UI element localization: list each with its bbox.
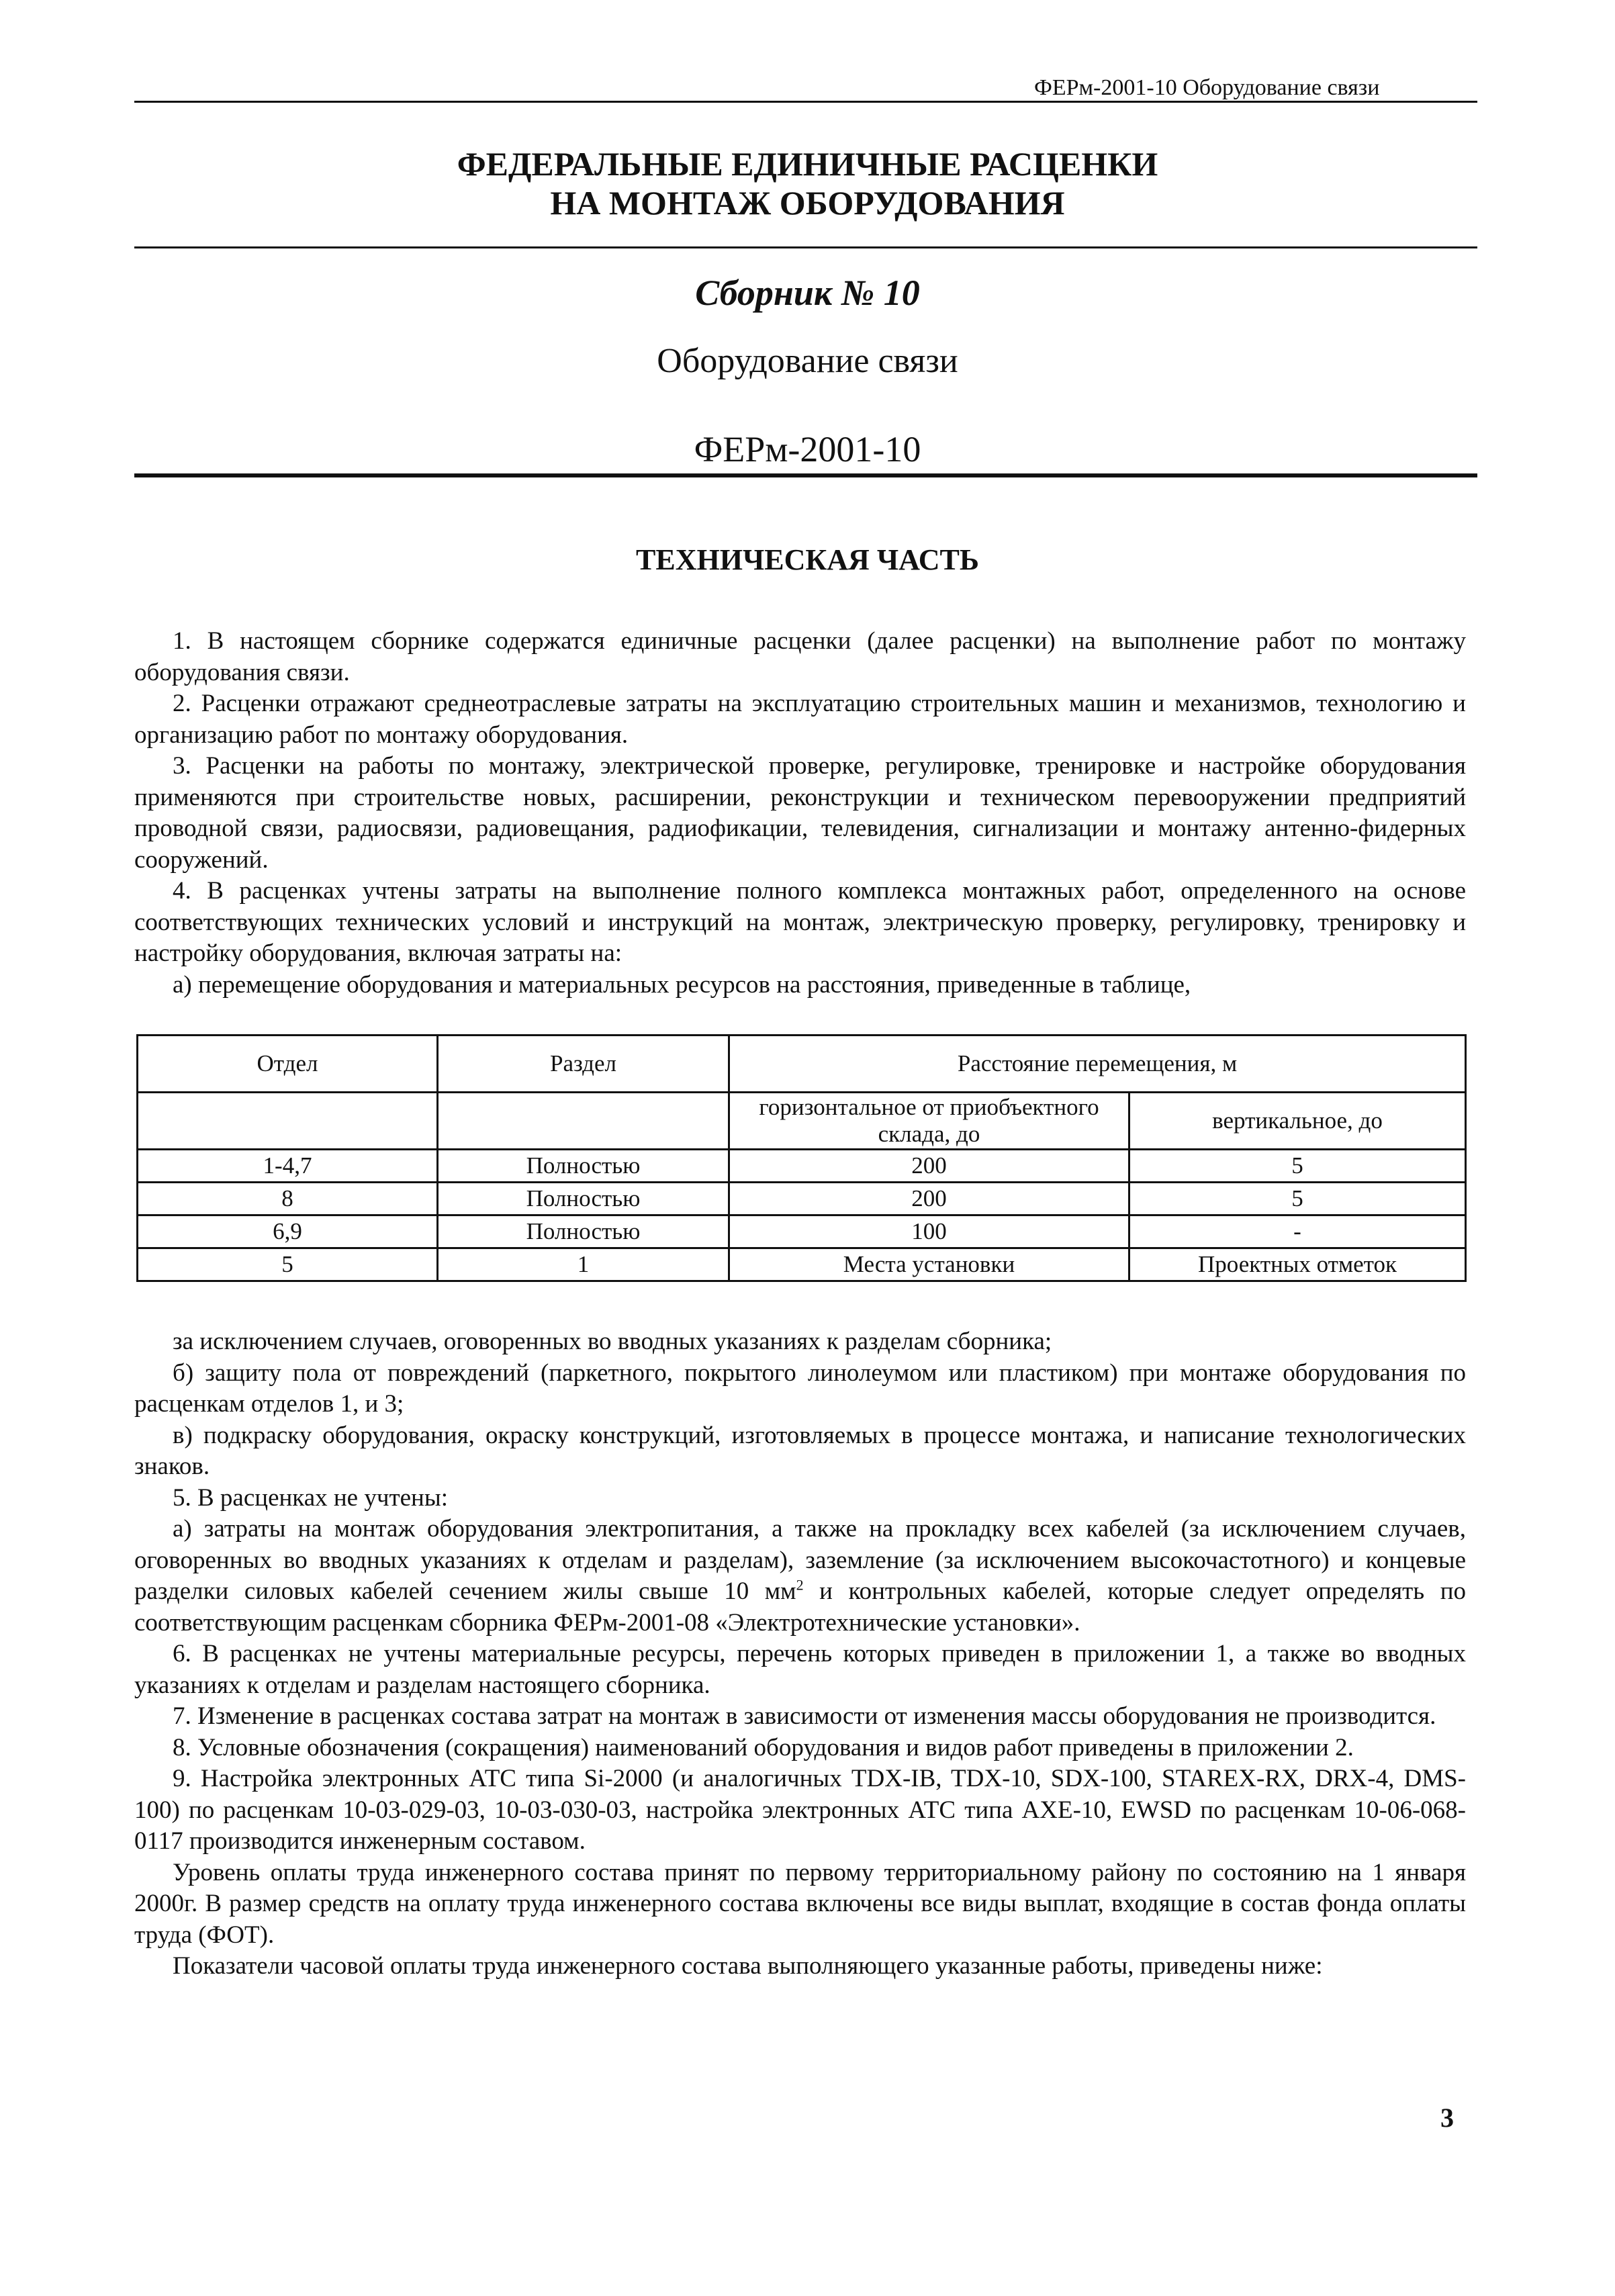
table-row: [138, 1215, 1466, 1248]
title-line-1: ФЕДЕРАЛЬНЫЕ ЕДИНИЧНЫЕ РАСЦЕНКИ: [457, 145, 1158, 183]
cell-section: Полностью: [438, 1183, 729, 1215]
header-horizontal: горизонтальное от приобъектного склада, до: [729, 1093, 1129, 1150]
header-distance: Расстояние перемещения, м: [729, 1036, 1466, 1093]
cell-vertical: -: [1129, 1215, 1466, 1248]
body-text-bottom: [134, 1326, 1466, 1982]
cell-horizontal: 100: [729, 1215, 1129, 1248]
paragraph-4: 4. В расценках учтены затраты на выполнение полного комплекса монтажных работ, определенного на основе соответствующих технических условий и инструкций на монтаж, электрическую проверку, регулировку, тренировку и настройку оборудования, включая затраты на:: [134, 877, 1466, 967]
table-subheader-row: [138, 1093, 1466, 1150]
paragraph-2: 2. Расценки отражают среднеотраслевые затраты на эксплуатацию строительных машин и механизмов, технологию и организацию работ по монтажу оборудования.: [134, 690, 1466, 749]
paragraph-4b: б) защиту пола от повреждений (паркетного, покрытого линолеумом или пластиком) при монтаже оборудования по расценкам отделов 1, и 3;: [134, 1359, 1466, 1418]
cell-section: 1: [438, 1248, 729, 1281]
title-line-2: НА МОНТАЖ ОБОРУДОВАНИЯ: [550, 184, 1065, 222]
cell-section: Полностью: [438, 1150, 729, 1183]
paragraph-4v: в) подкраску оборудования, окраску конструкций, изготовляемых в процессе монтажа, и написание технологических знаков.: [134, 1421, 1466, 1480]
paragraph-5a-text-end: и контрольных кабелей, которые следует определять по соответствующим расценкам сборника ФЕРм-2001-08 «Электротехнические установки».: [134, 1577, 1466, 1637]
cell-department: 6,9: [138, 1215, 438, 1248]
cell-department: 8: [138, 1183, 438, 1215]
table-header-row: [138, 1036, 1466, 1093]
cell-horizontal: Места установки: [729, 1248, 1129, 1281]
paragraph-10: Уровень оплаты труда инженерного состава принят по первому территориальному району по состоянию на 1 января 2000г. В размер средств на оплату труда инженерного состава включены все виды выплат, входящие в состав фонда оплаты труда (ФОТ).: [134, 1858, 1466, 1949]
cell-vertical: 5: [1129, 1183, 1466, 1215]
cell-vertical: Проектных отметок: [1129, 1248, 1466, 1281]
subheader-empty-2: [438, 1093, 729, 1150]
code-rule: [134, 473, 1477, 477]
cell-vertical: 5: [1129, 1150, 1466, 1183]
cell-department: 5: [138, 1248, 438, 1281]
subheader-empty-1: [138, 1093, 438, 1150]
table-row: [138, 1183, 1466, 1215]
running-header: ФЕРм-2001-10 Оборудование связи: [1034, 75, 1380, 100]
paragraph-1: 1. В настоящем сборнике содержатся единичные расценки (далее расценки) на выполнение работ по монтажу оборудования связи.: [134, 627, 1466, 686]
cell-department: 1-4,7: [138, 1150, 438, 1183]
distance-table: [136, 1034, 1467, 1282]
superscript-2: 2: [796, 1576, 804, 1594]
paragraph-9: 9. Настройка электронных АТС типа Si-2000 (и аналогичных TDX-IB, TDX-10, SDX-100, STAREX-RX, DRX-4, DMS-100) по расценкам 10-03-029-03, 10-03-030-03, настройка электронных АТС типа AXE-10, EWSD по расценкам 10-06-068-0117 производится инженерным составом.: [134, 1765, 1466, 1855]
paragraph-3: 3. Расценки на работы по монтажу, электрической проверке, регулировке, тренировке и настройке оборудования применяются при строительстве новых, расширении, реконструкции и техническом перевооружении предприятий проводной связи, радиосвязи, радиовещания, радиофикации, телевидения, сигнализации и монтажу антенно-фидерных сооружений.: [134, 752, 1466, 874]
header-rule: [134, 101, 1477, 103]
body-text-top: [134, 626, 1466, 1001]
cell-horizontal: 200: [729, 1183, 1129, 1215]
page-number: 3: [1440, 2103, 1454, 2133]
paragraph-8: 8. Условные обозначения (сокращения) наименований оборудования и видов работ приведены в приложении 2.: [173, 1733, 1354, 1761]
header-vertical: вертикальное, до: [1129, 1093, 1466, 1150]
table-row: [138, 1150, 1466, 1183]
document-title: [0, 144, 1615, 222]
header-section: Раздел: [438, 1036, 729, 1093]
paragraph-5a: [134, 1514, 1466, 1639]
paragraph-6: 6. В расценках не учтены материальные ресурсы, перечень которых приведен в приложении 1, а также во вводных указаниях к отделам и разделам настоящего сборника.: [134, 1640, 1466, 1699]
table-row: [138, 1248, 1466, 1281]
collection-code: ФЕРм-2001-10: [694, 429, 921, 469]
section-title: ТЕХНИЧЕСКАЯ ЧАСТЬ: [636, 543, 979, 576]
collection-subject: Оборудование связи: [657, 342, 958, 380]
header-department: Отдел: [138, 1036, 438, 1093]
paragraph-11: Показатели часовой оплаты труда инженерного состава выполняющего указанные работы, приведены ниже:: [173, 1952, 1323, 1980]
cell-horizontal: 200: [729, 1150, 1129, 1183]
paragraph-5a-text: а) затраты на монтаж оборудования электропитания, а также на прокладку всех кабелей (за исключением случаев, оговоренных во вводных указаниях к отделам и разделам), заземление (за исключением высокочастотного) и концевые разделки силовых кабелей сечением жилы свыше 10 мм: [134, 1515, 1466, 1605]
collection-number: Сборник № 10: [695, 273, 920, 313]
paragraph-after-table: за исключением случаев, оговоренных во вводных указаниях к разделам сборника;: [173, 1328, 1052, 1355]
paragraph-4a: а) перемещение оборудования и материальных ресурсов на расстояния, приведенные в таблице,: [173, 970, 1191, 999]
title-rule: [134, 246, 1477, 248]
paragraph-5: 5. В расценках не учтены:: [173, 1483, 448, 1512]
paragraph-7: 7. Изменение в расценках состава затрат на монтаж в зависимости от изменения массы оборудования не производится.: [173, 1702, 1436, 1730]
cell-section: Полностью: [438, 1215, 729, 1248]
